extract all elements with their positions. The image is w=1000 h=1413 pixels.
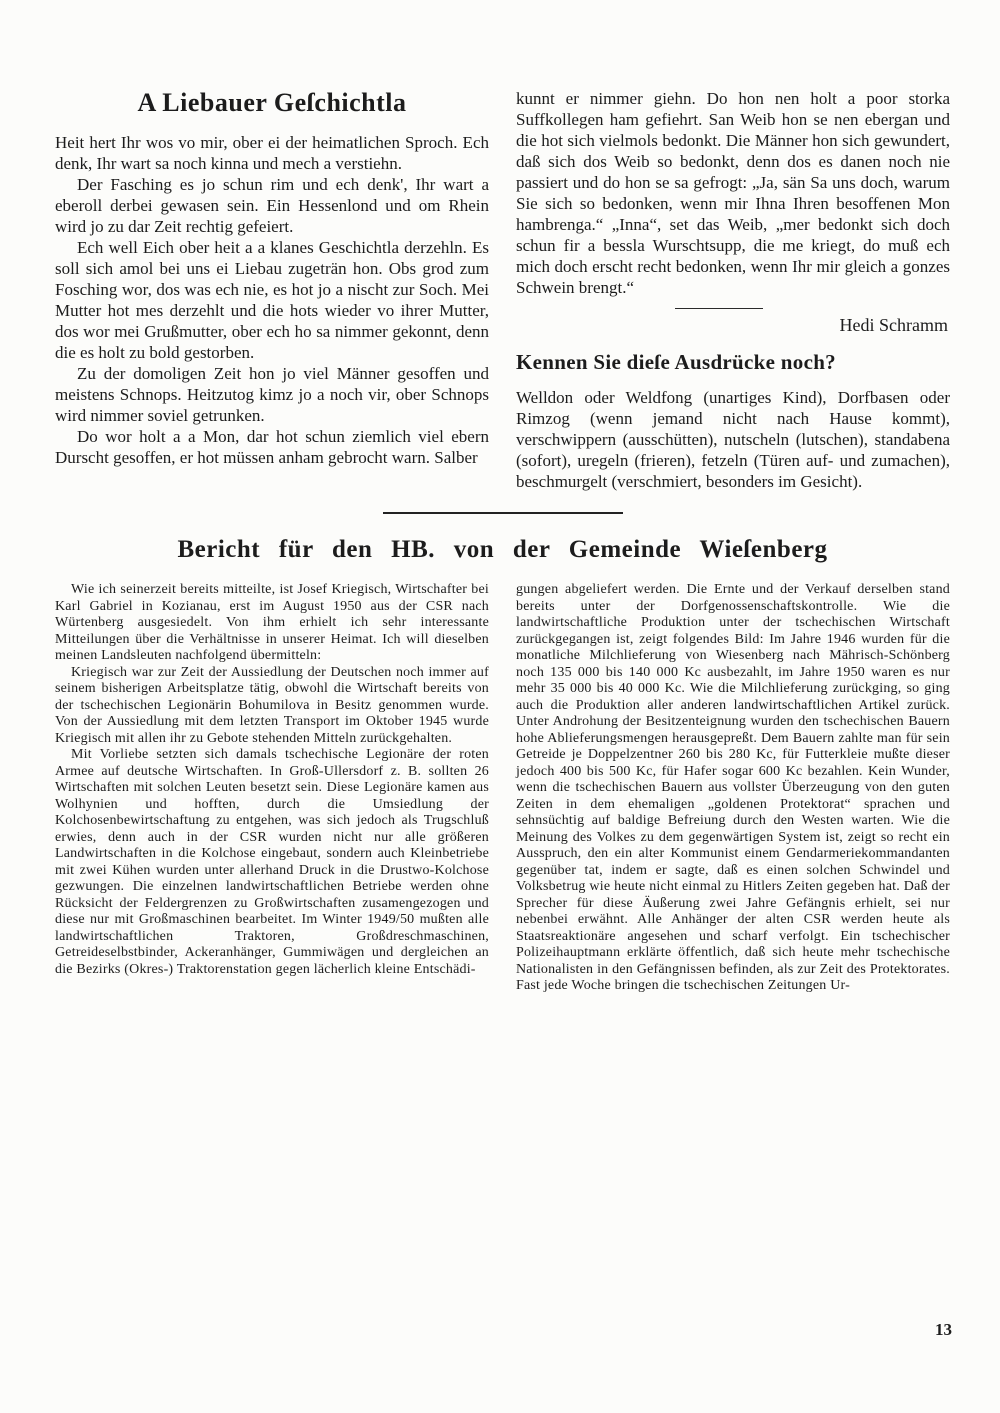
paragraph: Ech well Eich ober heit a a klanes Geschichtla derzehln. Es soll sich amol bei uns ei Liebau zugeträn hon. Obs grod zum Fosching wor, dos was ech nie, es hot jo a nischt zur Soch. Mei Mutter hot mes derzehlt und die hots wieder vo ihrer Mutter, dos wor mei Grußmutter, ober ech ho sa nimmer gekonnt, denn die es holt zu bold gestorben. [55,238,489,362]
paragraph: Heit hert Ihr wos vo mir, ober ei der heimatlichen Sproch. Ech denk, Ihr wart sa noch kinna und mech a verstiehn. [55,133,489,173]
paragraph: Welldon oder Weldfong (unartiges Kind), Dorfbasen oder Rimzog (wenn jemand nicht nach Hause kommt), verschwippern (ausschütten), nutscheln (lutschen), standabena (sofort), uregeln (frieren), fetzeln (Türen auf- und zumachen), beschmurgelt (verschmiert, besonders im Gesicht). [516,388,950,491]
article-body-ausdruecke [516,387,950,492]
paragraph: Der Fasching es jo schun rim und ech denk', Ihr wart a eberoll derbei gewasen sein. Ein Hessenlond und om Rhein wird jo zu dar Zeit rechtig gefeiert. [55,175,489,236]
section-liebauer-geschichtla [55,88,950,492]
signature-block [516,308,950,336]
bottom-left-column [55,582,489,995]
top-left-column [55,88,489,492]
bottom-right-column [516,582,950,995]
paragraph: Mit Vorliebe setzten sich damals tschechische Legionäre der roten Armee auf deutsche Wirtschaften. In Groß-Ullersdorf z. B. sollten 26 Wirtschaften mit solchen Leuten besetzt sein. Diese Legionäre kamen aus Wolhynien und hofften, durch die Umsiedlung der Kolchosenbewirtschaftung zu entgehen, was sich jedoch als Trugschluß erwies, denn auch in der CSR wurden nicht nur alle größeren Landwirtschaften in die Kolchose eingebaut, sondern auch Kleinbetriebe mit zwei Kühen wurden unter allerhand Druck in die Drustwo-Kolchose gezwungen. Die einzelnen landwirtschaftlichen Betriebe werden ohne Rücksicht der Feldergrenzen zu Großwirtschaften zusamengezogen und diese nur mit Großmaschinen bearbeitet. Im Winter 1949/50 mußten alle landwirtschaftlichen Traktoren, Großdreschmaschinen, Getreideselbstbinder, Ackeranhänger, Gummiwägen und dergleichen an die Bezirks (Okres-) Traktorenstation gegen lächerlich kleine Entschädi- [55,747,489,977]
paragraph: Zu der domoligen Zeit hon jo viel Männer gesoffen und meistens Schnops. Heitzutog kimz jo a noch vir, ober Schnops wird nimmer soviel getrunken. [55,364,489,425]
section-wiesenberg-bericht [55,582,950,995]
article-body-liebauer-continued [516,88,950,298]
paragraph: Wie ich seinerzeit bereits mitteilte, ist Josef Kriegisch, Wirtschafter bei Karl Gabriel in Kozianau, erst im August 1950 aus der CSR nach Würtenberg ausgesiedelt. Von ihm erhielt ich sehr interessante Mitteilungen über die Verhältnisse in unserer Heimat. Ich will dieselben meinen Landsleuten nachfolgend übermitteln: [55,582,489,663]
section-divider-rule [383,512,623,514]
article-title-wiesenberg: Bericht für den HB. von der Gemeinde Wieſenberg [177,536,828,563]
signature-rule [675,308,763,309]
article-body-liebauer [55,132,489,468]
paragraph-continuation: gungen abgeliefert werden. Die Ernte und der Verkauf derselben stand bereits unter der Dorfgenossenschaftskontrolle. Wie die landwirtschaftliche Produktion unter der tschechischen Wirtschaft zurückgegangen ist, zeigt folgendes Bild: Im Jahre 1946 wurden für die monatliche Milchlieferung von Wiesenberg nach Mährisch-Schönberg noch 135 000 bis 140 000 Kc ausbezahlt, im Jahre 1950 waren es nur mehr 35 000 bis 40 000 Kc. Wie die Milchlieferung zurückging, so ging auch die Produktion aller anderen landwirtschaftlichen Artikel zurück. Unter Androhung der Besitzenteignung wurden den tschechischen Bauern hohe Ablieferungsmengen herausgepreßt. Dem Bauern zahlte man für sein Getreide je Doppelzentner 260 bis 280 Kc, für Futterkleie mußte dieser jedoch 400 bis 500 Kc, für Hafer sogar 600 Kc bezahlen. Kein Wunder, wenn die tschechischen Bauern aus vollster Überzeugung von den guten Zeiten in dem ehemaligen „goldenen Protektorat“ sprachen und sehnsüchtig auf baldige Befreiung durch den Westen warten. Wie die Meinung des Volkes zu dem gegenwärtigen System ist, zeigt so recht ein Ausspruch, den ein alter Kommunist einem Gendarmeriekommandanten gegenüber tat, indem er sagte, daß es einen solchen Schwindel und Volksbetrug wie heute nicht einmal zu Hitlers Zeiten gegeben hat. Daß der Sprecher für diese Äußerung zwei Jahre Gefängnis erhielt, sei nur nebenbei erwähnt. Alle Anhänger der alten CSR werden heute als Staatsreaktionäre angesehen und scharf verfolgt. Ein tschechischer Polizeihauptmann erklärte öffentlich, daß sich heute mehr tschechische Nationalisten in den Gefängnissen befinden, als zur Zeit des Protektorates. Fast jede Woche bringen die tschechischen Zeitungen Ur- [516,582,950,993]
top-right-column [516,88,950,492]
author-signature: Hedi Schramm [839,315,948,335]
paragraph: Kriegisch war zur Zeit der Aussiedlung der Deutschen noch immer auf seinem bisherigen Arbeitsplatze tätig, obwohl die Wirtschaft bereits von der tschechischen Legionärin Bohumilova in Besitz genommen wurde. Von der Aussiedlung mit dem letzten Transport im Oktober 1945 wurde Kriegisch mit allen ihr zu Gebote stehenden Mitteln zurückgehalten. [55,664,489,746]
article-title-ausdruecke: Kennen Sie dieſe Ausdrücke noch? [516,350,836,374]
paragraph: Do wor holt a a Mon, dar hot schun ziemlich viel ebern Durscht gesoffen, er hot müssen anham gebrocht warn. Salber [55,427,489,467]
article-title-liebauer: A Liebauer Geſchichtla [137,88,407,117]
page-number: 13 [935,1320,952,1339]
paragraph-continuation: kunnt er nimmer giehn. Do hon nen holt a poor storka Suffkollegen ham gefiehrt. San Weib hon se nen ebergan und die hot sich vielmols bedonkt. Die Männer hon sich gewundert, daß sich dos Weib so bedonkt, denn dos es danen noch nie passiert und do hon se sa gefrogt: „Ja, sän Sa uns doch, warum Sie sich so bedonken, wenn mir Ihna Ihren besoffenen Mon hambrenga.“ „Inna“, set das Weib, „mer bedonkt sich doch schun fir a bessla Wurschtsupp, die me kriegt, do muß ech mich doch erscht recht bedonken, wenn Ihr mir gleich a gonzes Schwein brengt.“ [516,89,950,297]
